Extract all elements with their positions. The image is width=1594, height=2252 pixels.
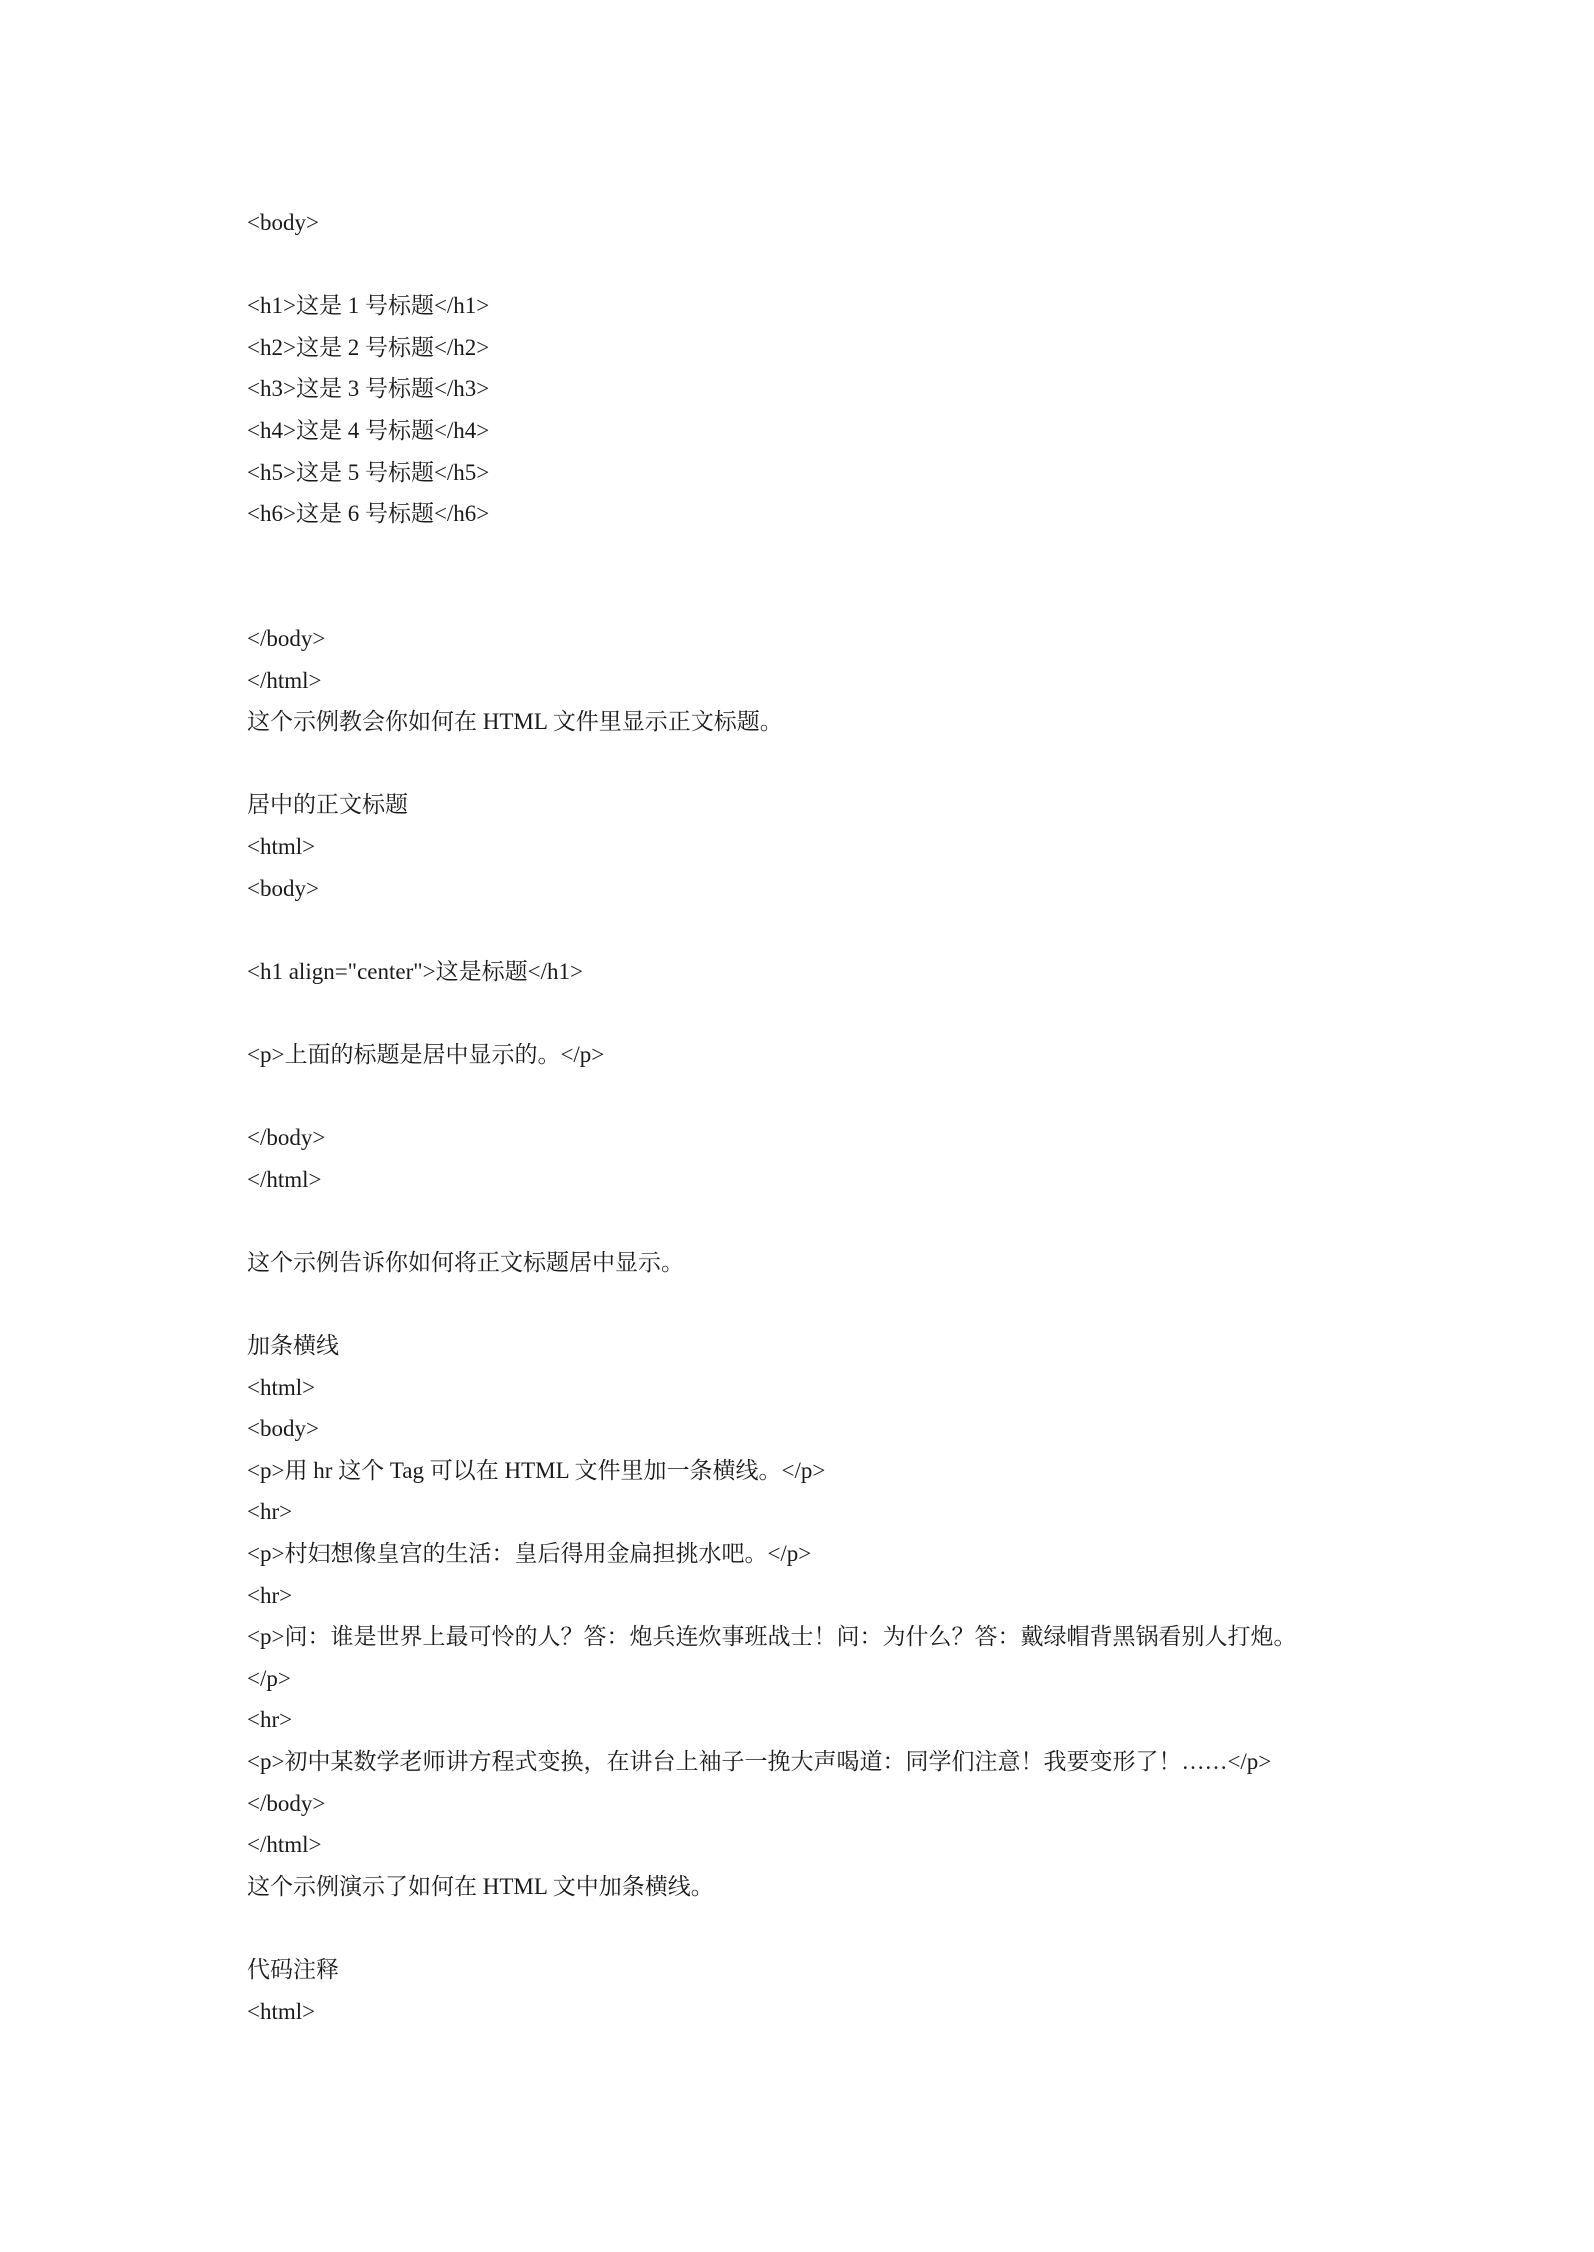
text-line: <h6>这是 6 号标题</h6> [247,501,490,527]
text-line: <p>上面的标题是居中显示的。</p> [247,1041,605,1067]
text-line: <p>村妇想像皇宫的生活：皇后得用金扁担挑水吧。</p> [247,1541,812,1566]
section-heading: 代码注释 [247,1956,339,1982]
text-line: <hr> [247,1499,293,1525]
text-line: <html> [247,1998,316,2024]
text-line: <h3>这是 3 号标题</h3> [247,376,490,402]
text-line: <h4>这是 4 号标题</h4> [247,417,490,443]
blank-line [247,743,1447,785]
blank-line [247,535,1447,577]
text-line: <html> [247,833,316,859]
text-line: <hr> [247,1707,293,1733]
text-line: <html> [247,1374,316,1400]
blank-line [247,909,1447,951]
text-line: <h1 align="center">这是标题</h1> [247,958,583,984]
blank-line [247,1283,1447,1325]
text-line: <body> [247,210,319,235]
document-body [247,202,1447,2032]
text-line: </html> [247,667,322,693]
blank-line [247,244,1447,286]
text-line: 这个示例告诉你如何将正文标题居中显示。 [247,1249,684,1275]
text-line: </html> [247,1166,322,1192]
text-line: <body> [247,875,319,901]
text-line: </body> [247,1790,326,1816]
text-line: </html> [247,1832,322,1858]
blank-line [247,992,1447,1034]
text-line: </body> [247,1125,326,1151]
section-heading: 居中的正文标题 [247,792,408,818]
blank-line [247,1075,1447,1117]
text-line: <hr> [247,1582,293,1608]
text-line: 这个示例演示了如何在 HTML 文中加条横线。 [247,1873,714,1899]
text-line: <h2>这是 2 号标题</h2> [247,334,490,360]
text-line: 这个示例教会你如何在 HTML 文件里显示正文标题。 [247,709,783,735]
text-line: <p>初中某数学老师讲方程式变换，在讲台上袖子一挽大声喝道：同学们注意！我要变形了！……</p> [247,1748,1272,1774]
section-heading: 加条横线 [247,1333,339,1359]
text-line: </body> [247,625,326,651]
text-line: <p>用 hr 这个 Tag 可以在 HTML 文件里加一条横线。</p> [247,1457,826,1483]
text-line: <h1>这是 1 号标题</h1> [247,293,490,319]
blank-line [247,1200,1447,1242]
blank-line [247,1907,1447,1949]
text-line: <p>问：谁是世界上最可怜的人？答：炮兵连炊事班战士！问：为什么？答：戴绿帽背黑锅看别人打炮。 [247,1624,1297,1650]
blank-line [247,576,1447,618]
text-line: <h5>这是 5 号标题</h5> [247,459,490,485]
text-line: <body> [247,1416,319,1442]
text-line: </p> [247,1665,291,1691]
